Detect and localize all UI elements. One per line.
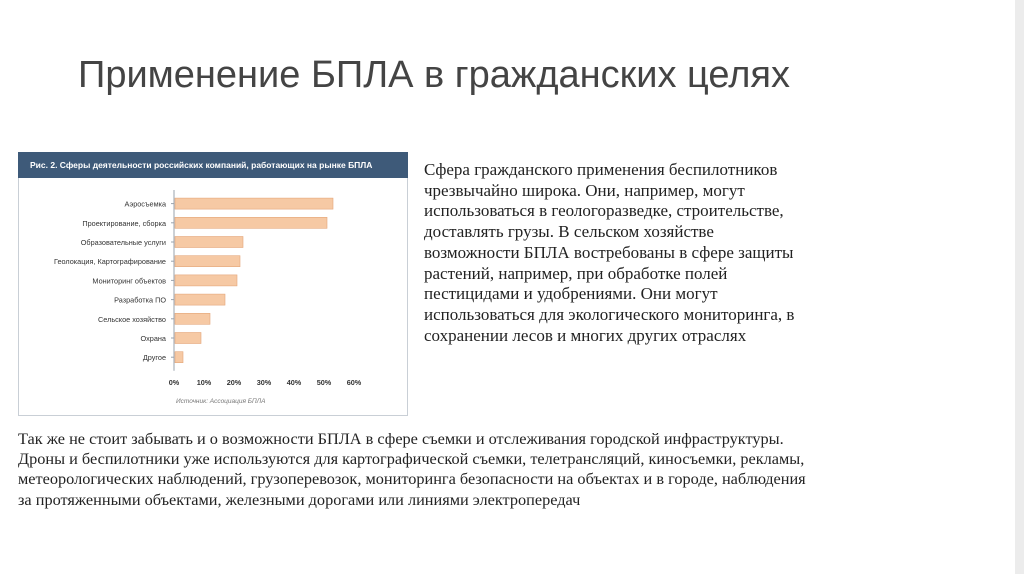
bar [175, 352, 183, 363]
bar [175, 237, 243, 248]
x-tick-label: 60% [346, 377, 362, 387]
category-label: Геолокация, Картографирование [53, 257, 166, 267]
bar [175, 275, 237, 286]
category-label: Разработка ПО [114, 295, 166, 305]
bar [175, 217, 327, 228]
bar [175, 256, 240, 267]
category-label: Сельское хозяйство [98, 314, 166, 324]
x-tick-label: 0% [168, 377, 180, 387]
x-tick-label: 10% [196, 377, 212, 387]
chart-figure [18, 152, 408, 416]
category-label: Образовательные услуги [80, 238, 166, 247]
category-label: Аэросъемка [124, 199, 166, 209]
bar [175, 198, 333, 209]
bottom-paragraph: Так же не стоит забывать и о возможности БПЛА в сфере съемки и отслеживания городской инфраструктуры. Дроны и беспилотники уже используются для картографической съемки, телетрансляций, киносъемки, рекламы, метеорологических наблюдений, грузоперевозок, мониторинга безопасности на объектах и в городе, наблюдения за протяженными объектами, железными дорогами или линиями электропередач [18, 429, 806, 509]
chart-title: Рис. 2. Сферы деятельности российских компаний, работающих на рынке БПЛА [18, 152, 408, 178]
x-tick-label: 50% [316, 377, 332, 387]
category-label: Охрана [140, 334, 166, 343]
chart-source: Источник: Ассоциация БПЛА [176, 397, 266, 405]
category-label: Мониторинг объектов [92, 276, 166, 286]
x-tick-label: 40% [286, 377, 302, 387]
bar [175, 294, 225, 305]
category-label: Другое [142, 353, 166, 363]
x-tick-label: 30% [256, 377, 272, 387]
bar [175, 333, 201, 344]
bar-chart [18, 178, 408, 416]
side-paragraph: Сфера гражданского применения беспилотников чрезвычайно широка. Они, например, могут использоваться в геологоразведке, строительстве, доставлять грузы. В сельском хозяйстве возможности БПЛА востребованы в сфере защиты растений, например, при обработке полей пестицидами и удобрениями. Они могут использоваться для экологического мониторинга, в сохранении лесов и многих других отраслях [424, 160, 795, 345]
category-label: Проектирование, сборка [82, 218, 166, 228]
slide-title: Применение БПЛА в гражданских целях [78, 54, 790, 96]
x-tick-label: 20% [226, 377, 242, 387]
slide-right-edge [1015, 0, 1024, 574]
bar [175, 313, 210, 324]
